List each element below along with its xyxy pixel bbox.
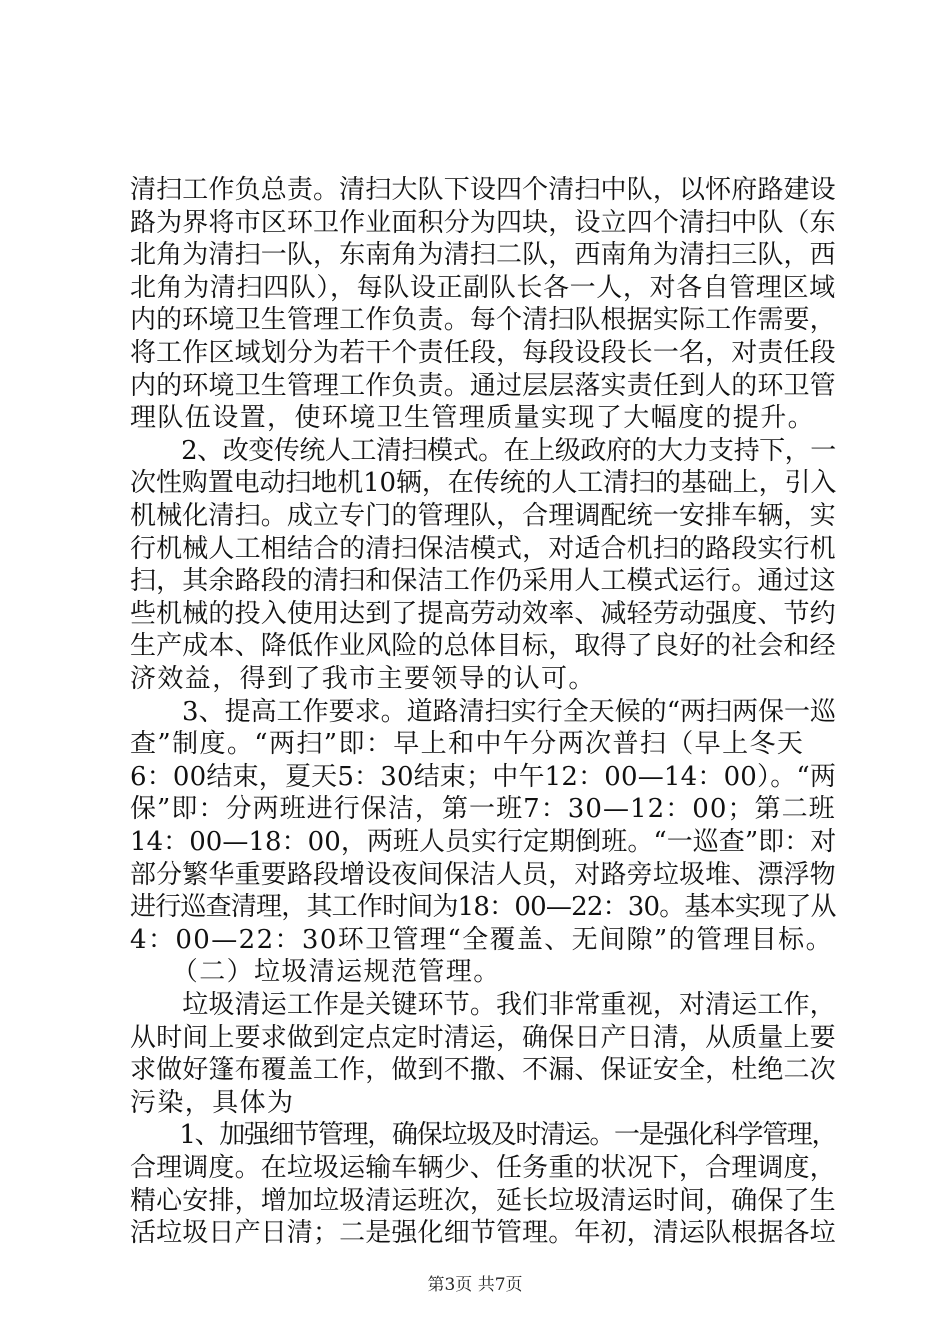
- text-line: 进行巡查清理，其工作时间为18：00—22：30。基本实现了从: [130, 892, 836, 923]
- text-line: 保”即：分两班进行保洁，第一班7：30—12：00；第二班: [130, 794, 836, 825]
- text-line: 北角为清扫四队），每队设正副队长各一人，对各自管理区域: [130, 272, 836, 303]
- text-line: 求做好篷布覆盖工作，做到不撒、不漏、保证安全，杜绝二次: [130, 1055, 836, 1086]
- text-line: 从时间上要求做到定点定时清运，确保日产日清，从质量上要: [130, 1022, 836, 1053]
- text-line: 1、加强细节管理，确保垃圾及时清运。一是强化科学管理，: [130, 1120, 837, 1151]
- text-line: 4：00—22：30环卫管理“全覆盖、无间隙”的管理目标。: [130, 924, 833, 955]
- text-line: 路为界将市区环卫作业面积分为四块，设立四个清扫中队（东: [130, 207, 836, 238]
- text-line: 北角为清扫一队，东南角为清扫二队，西南角为清扫三队，西: [130, 240, 836, 271]
- text-line: 合理调度。在垃圾运输车辆少、任务重的状况下，合理调度，: [130, 1153, 836, 1183]
- text-line: 行机械人工相结合的清扫保洁模式，对适合机扫的路段实行机: [130, 533, 836, 564]
- page-footer: 第3页 共7页: [427, 1275, 523, 1295]
- text-line: 活垃圾日产日清；二是强化细节管理。年初，清运队根据各垃: [130, 1218, 836, 1249]
- text-line: 内的环境卫生管理工作负责。每个清扫队根据实际工作需要，: [130, 305, 836, 336]
- text-line: 些机械的投入使用达到了提高劳动效率、减轻劳动强度、节约: [130, 598, 836, 629]
- text-line: 理队伍设置，使环境卫生管理质量实现了大幅度的提升。: [130, 403, 816, 434]
- text-line: 扫，其余路段的清扫和保洁工作仍采用人工模式运行。通过这: [130, 566, 836, 597]
- text-line: 污染，具体为: [130, 1087, 295, 1118]
- text-line: （二）垃圾清运规范管理。: [130, 957, 501, 988]
- text-line: 济效益，得到了我市主要领导的认可。: [130, 664, 596, 694]
- text-line: 生产成本、降低作业风险的总体目标，取得了良好的社会和经: [130, 631, 836, 662]
- text-line: 将工作区域划分为若干个责任段，每段设段长一名，对责任段: [130, 338, 836, 368]
- text-line: 部分繁华重要路段增设夜间保洁人员，对路旁垃圾堆、漂浮物: [130, 859, 836, 890]
- text-line: 内的环境卫生管理工作负责。通过层层落实责任到人的环卫管: [130, 370, 836, 401]
- text-line: 6：00结束，夏天5：30结束；中午12：00—14：00）。“两: [130, 761, 837, 792]
- text-line: 查”制度。“两扫”即：早上和中午分两次普扫（早上冬天: [130, 729, 805, 760]
- text-line: 清扫工作负总责。清扫大队下设四个清扫中队，以怀府路建设: [130, 175, 836, 205]
- text-line: 垃圾清运工作是关键环节。我们非常重视，对清运工作，: [130, 990, 836, 1020]
- text-line: 3、提高工作要求。道路清扫实行全天候的“两扫两保一巡: [130, 696, 837, 727]
- text-line: 14：00—18：00，两班人员实行定期倒班。“一巡查”即：对: [130, 827, 837, 857]
- text-line: 精心安排，增加垃圾清运班次，延长垃圾清运时间，确保了生: [130, 1185, 836, 1216]
- text-line: 机械化清扫。成立专门的管理队，合理调配统一安排车辆，实: [130, 501, 836, 531]
- text-line: 次性购置电动扫地机10辆，在传统的人工清扫的基础上，引入: [130, 468, 837, 499]
- text-line: 2、改变传统人工清扫模式。在上级政府的大力支持下，一: [130, 435, 836, 466]
